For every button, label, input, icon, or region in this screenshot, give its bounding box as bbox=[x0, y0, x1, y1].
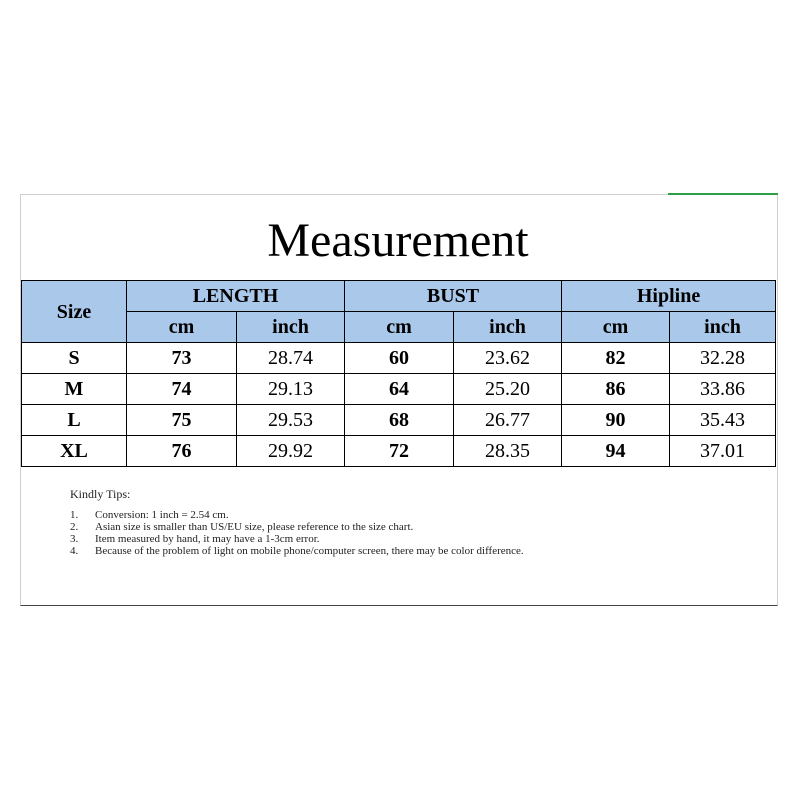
list-item-number: 1. bbox=[70, 509, 79, 521]
bust-cm-cell: 60 bbox=[345, 343, 454, 374]
hipline-cm-cell: 86 bbox=[562, 374, 670, 405]
kindly-tips bbox=[70, 488, 690, 557]
size-cell: L bbox=[22, 405, 127, 436]
tips-list bbox=[70, 509, 690, 557]
length-inch-cell: 29.92 bbox=[237, 436, 345, 467]
length-inch-cell: 28.74 bbox=[237, 343, 345, 374]
length-cm-cell: 73 bbox=[127, 343, 237, 374]
bust-inch-cell: 25.20 bbox=[454, 374, 562, 405]
list-item-text: Item measured by hand, it may have a 1-3cm error. bbox=[95, 533, 320, 545]
hipline-inch-cell: 32.28 bbox=[670, 343, 776, 374]
unit-header: cm bbox=[345, 312, 454, 343]
list-item-number: 3. bbox=[70, 533, 79, 545]
hipline-cm-cell: 82 bbox=[562, 343, 670, 374]
hipline-group-header: Hipline bbox=[562, 281, 776, 312]
size-cell: S bbox=[22, 343, 127, 374]
list-item-text: Asian size is smaller than US/EU size, please reference to the size chart. bbox=[95, 521, 414, 533]
list-item bbox=[70, 521, 690, 533]
bust-inch-cell: 23.62 bbox=[454, 343, 562, 374]
hipline-inch-cell: 35.43 bbox=[670, 405, 776, 436]
list-item-text: Because of the problem of light on mobile phone/computer screen, there may be color difference. bbox=[95, 545, 524, 557]
length-cm-cell: 76 bbox=[127, 436, 237, 467]
size-cell: M bbox=[22, 374, 127, 405]
unit-header: inch bbox=[237, 312, 345, 343]
list-item bbox=[70, 509, 690, 521]
list-item-text: Conversion: 1 inch = 2.54 cm. bbox=[95, 509, 229, 521]
bust-cm-cell: 64 bbox=[345, 374, 454, 405]
page-title: Measurement bbox=[267, 214, 529, 267]
list-item-number: 4. bbox=[70, 545, 79, 557]
length-cm-cell: 75 bbox=[127, 405, 237, 436]
size-column-header: Size bbox=[22, 281, 127, 343]
tips-title: Kindly Tips: bbox=[70, 487, 131, 501]
bust-group-header: BUST bbox=[345, 281, 562, 312]
hipline-cm-cell: 90 bbox=[562, 405, 670, 436]
length-cm-cell: 74 bbox=[127, 374, 237, 405]
length-inch-cell: 29.13 bbox=[237, 374, 345, 405]
bust-inch-cell: 28.35 bbox=[454, 436, 562, 467]
list-item bbox=[70, 545, 690, 557]
unit-header: inch bbox=[670, 312, 776, 343]
table-row bbox=[22, 405, 776, 436]
bust-inch-cell: 26.77 bbox=[454, 405, 562, 436]
list-item bbox=[70, 533, 690, 545]
bust-cm-cell: 72 bbox=[345, 436, 454, 467]
unit-header: inch bbox=[454, 312, 562, 343]
table-row bbox=[22, 436, 776, 467]
hipline-inch-cell: 37.01 bbox=[670, 436, 776, 467]
table-header-row bbox=[22, 281, 776, 312]
table-row bbox=[22, 374, 776, 405]
table-row bbox=[22, 343, 776, 374]
length-inch-cell: 29.53 bbox=[237, 405, 345, 436]
table-unit-row bbox=[22, 312, 776, 343]
list-item-number: 2. bbox=[70, 521, 79, 533]
unit-header: cm bbox=[127, 312, 237, 343]
length-group-header: LENGTH bbox=[127, 281, 345, 312]
size-table bbox=[21, 280, 776, 467]
unit-header: cm bbox=[562, 312, 670, 343]
hipline-cm-cell: 94 bbox=[562, 436, 670, 467]
hipline-inch-cell: 33.86 bbox=[670, 374, 776, 405]
size-cell: XL bbox=[22, 436, 127, 467]
bust-cm-cell: 68 bbox=[345, 405, 454, 436]
